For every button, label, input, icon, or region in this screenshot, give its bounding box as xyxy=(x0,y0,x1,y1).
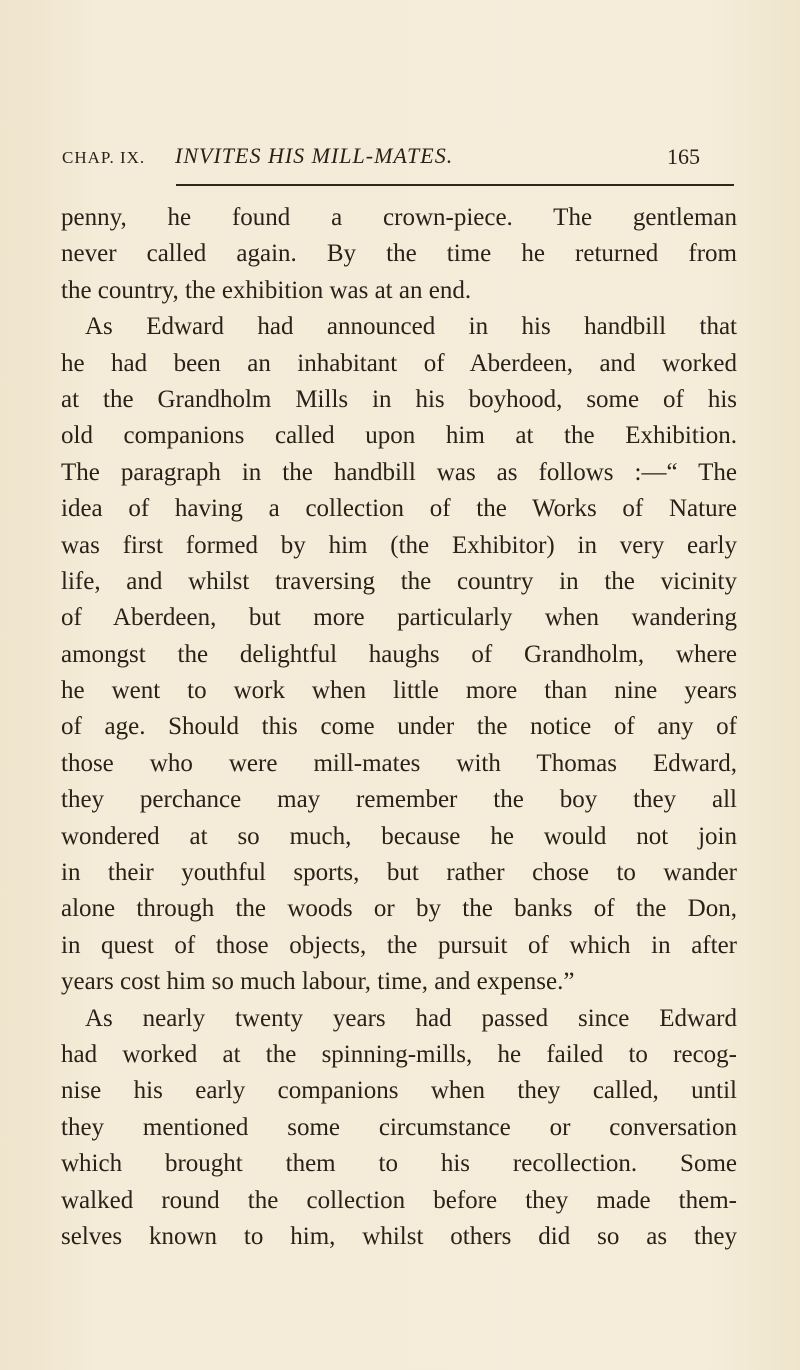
text-line: those who were mill-mates with Thomas Edward, xyxy=(61,749,737,777)
text-line: amongst the delightful haughs of Grandholm, where xyxy=(61,640,737,668)
text-line: As Edward had announced in his handbill that xyxy=(85,313,737,341)
text-line: they perchance may remember the boy they all xyxy=(61,786,737,814)
text-line: never called again. By the time he returned from xyxy=(61,240,737,268)
text-line: The paragraph in the handbill was as follows :—“ The xyxy=(61,458,737,486)
page-number: 165 xyxy=(667,144,700,169)
text-line: he had been an inhabitant of Aberdeen, and worked xyxy=(61,349,737,377)
text-line: in quest of those objects, the pursuit of which in after xyxy=(61,931,737,959)
text-line: in their youthful sports, but rather chose to wander xyxy=(61,859,737,887)
text-line: life, and whilst traversing the country in the vicinity xyxy=(61,567,737,595)
text-line: alone through the woods or by the banks of the Don, xyxy=(61,895,737,923)
text-line: was first formed by him (the Exhibitor) in very early xyxy=(61,531,737,559)
text-line: nise his early companions when they called, until xyxy=(61,1077,737,1105)
text-line: idea of having a collection of the Works of Nature xyxy=(61,495,737,523)
text-line: years cost him so much labour, time, and expense.” xyxy=(61,968,575,996)
text-line: he went to work when little more than nine years xyxy=(61,677,737,705)
text-line: old companions called upon him at the Exhibition. xyxy=(61,422,737,450)
text-line: wondered at so much, because he would not join xyxy=(61,822,737,850)
text-line: which brought them to his recollection. Some xyxy=(61,1150,737,1178)
body-text xyxy=(61,200,737,1255)
text-line: selves known to him, whilst others did so as they xyxy=(61,1222,737,1250)
text-line: at the Grandholm Mills in his boyhood, some of his xyxy=(61,385,737,413)
text-line: had worked at the spinning-mills, he failed to recog- xyxy=(61,1040,737,1068)
text-line: of age. Should this come under the notice of any of xyxy=(61,713,737,741)
text-line: the country, the exhibition was at an end. xyxy=(61,276,472,304)
text-line: penny, he found a crown-piece. The gentleman xyxy=(61,204,737,231)
header-rule xyxy=(176,184,734,186)
text-line: they mentioned some circumstance or conversation xyxy=(61,1113,737,1141)
chapter-reference: CHAP. IX. xyxy=(62,148,146,167)
running-title: INVITES HIS MILL-MATES. xyxy=(175,143,454,168)
running-head xyxy=(62,141,736,175)
text-line: walked round the collection before they made them- xyxy=(61,1186,737,1214)
text-line: of Aberdeen, but more particularly when wandering xyxy=(61,604,737,632)
text-line: As nearly twenty years had passed since Edward xyxy=(85,1004,737,1032)
